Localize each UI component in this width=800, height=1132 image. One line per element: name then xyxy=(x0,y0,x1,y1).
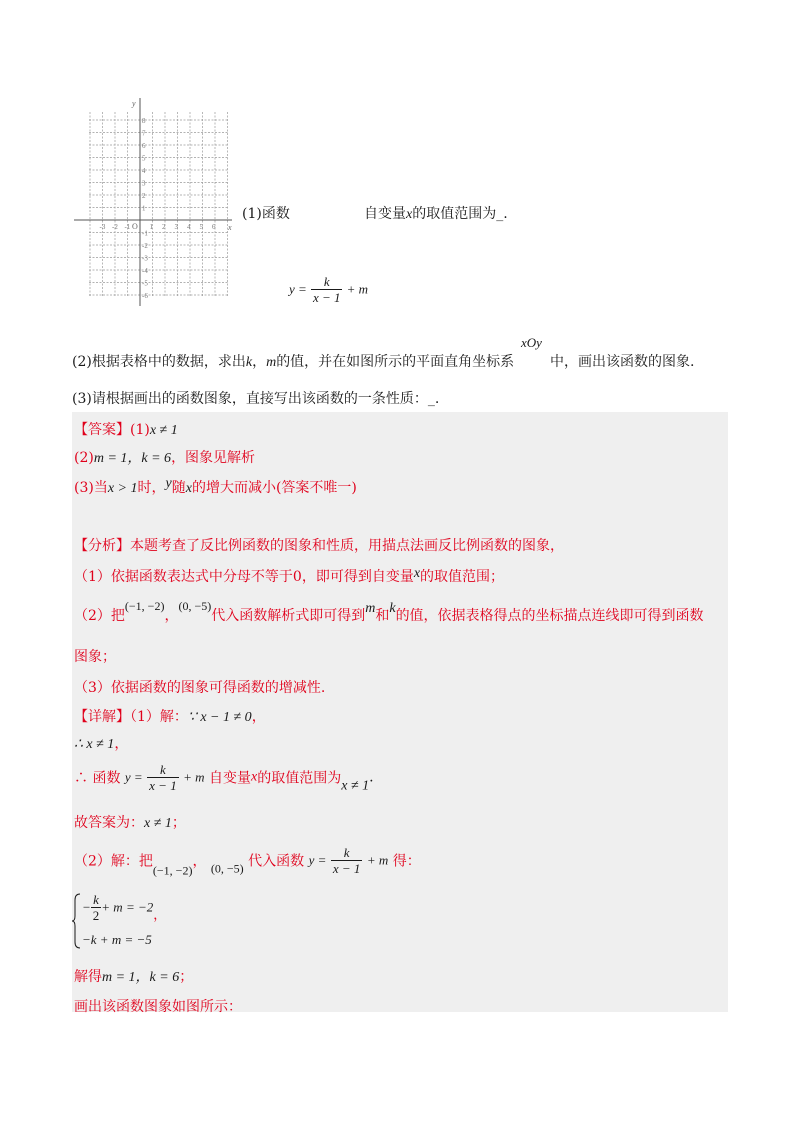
y-axis-label: y xyxy=(132,99,136,108)
part1-var: x xyxy=(406,207,413,222)
answer1-math: x ≠ 1 xyxy=(149,423,178,438)
answer2-math: m = 1，k = 6 xyxy=(93,451,172,466)
x-tick-label: -1 xyxy=(124,223,131,231)
detail6-end: ； xyxy=(179,969,194,985)
analysis2-k: k xyxy=(389,601,396,616)
analysis2-b: 代入函数解析式即可得到 xyxy=(211,608,366,624)
answer3-mid: 时， xyxy=(137,480,166,496)
formula-numerator: k xyxy=(323,274,330,289)
detail3-b: 自变量 xyxy=(209,770,252,787)
x-tick-label: 6 xyxy=(212,223,216,231)
y-tick-label: 6 xyxy=(142,142,146,150)
x-tick-label: 4 xyxy=(187,223,191,231)
part3-line: (3)请根据画出的函数图象，直接写出该函数的一条性质：_. xyxy=(72,391,440,407)
part2-k: k xyxy=(245,355,253,370)
part1-line xyxy=(242,203,290,223)
y-tick-label: -3 xyxy=(142,254,148,263)
x-tick-label: 2 xyxy=(162,223,166,231)
analysis-text: 本题考查了反比例函数的图象和性质，用描点法画反比例函数的图象， xyxy=(130,538,564,554)
part1-prefix: (1)函数 xyxy=(242,206,290,222)
detail-step3 xyxy=(74,762,374,795)
detail3-denominator: x − 1 xyxy=(149,778,177,793)
detail-step5 xyxy=(74,845,421,879)
detail-step6 xyxy=(74,966,193,986)
formula-fraction xyxy=(311,274,343,305)
detail4-a: 故答案为： xyxy=(74,815,144,831)
formula-lhs: y = xyxy=(289,281,307,297)
x-tick-label: 1 xyxy=(149,223,153,231)
analysis1-x: x xyxy=(413,566,421,581)
analysis2-and: 和 xyxy=(375,608,390,624)
part2-text-a: (2)根据表格中的数据，求出 xyxy=(72,354,246,370)
x-tick-label: -2 xyxy=(112,223,118,231)
y-tick-label: -4 xyxy=(142,267,148,275)
analysis2-comma: ， xyxy=(164,608,179,624)
detail2-math: ∴ x ≠ 1 xyxy=(74,737,115,752)
eq1-tail: + m = −2 xyxy=(101,899,154,915)
analysis2-c: 的值，依据表格得点的坐标描点连线即可得到函数 xyxy=(395,608,704,624)
x-axis-label: x xyxy=(228,223,232,232)
detail3-end: . xyxy=(369,769,374,786)
formula-denominator: x − 1 xyxy=(312,290,341,305)
part1-suffix: 自变量 xyxy=(364,206,406,222)
y-tick-label: 7 xyxy=(142,129,146,138)
answer-line1 xyxy=(74,419,178,439)
y-tick-label: 4 xyxy=(142,167,146,175)
analysis2-m: m xyxy=(365,601,376,616)
x-tick-label: -3 xyxy=(99,223,106,231)
grid-lines xyxy=(89,112,228,296)
answer2-suffix: ，图象见解析 xyxy=(171,450,256,466)
part2-line xyxy=(72,351,514,371)
detail-step1 xyxy=(74,706,266,726)
eq1-denominator: 2 xyxy=(92,908,100,923)
x-tick-label: 5 xyxy=(199,223,203,231)
part2-m: m xyxy=(266,355,277,370)
answer3-math: x > 1 xyxy=(107,481,138,496)
coordinate-grid-figure xyxy=(74,96,234,308)
detail6-math: m = 1，k = 6 xyxy=(102,970,180,985)
function-formula xyxy=(289,274,368,305)
analysis-item2 xyxy=(74,599,704,625)
y-tick-label: 2 xyxy=(142,192,146,200)
detail-tag: 【详解】 xyxy=(74,709,130,725)
answer-line2 xyxy=(74,447,255,467)
detail5-numerator: k xyxy=(343,845,350,860)
analysis-item1 xyxy=(74,566,504,586)
analysis2-point2: (0, −5) xyxy=(178,599,212,613)
analysis-item3: （3）依据函数的图象可得函数的增减性. xyxy=(74,680,326,696)
y-tick-label: 1 xyxy=(142,204,146,213)
answer3-suffix: 的增大而减小(答案不唯一) xyxy=(191,480,357,496)
part2-text-b: 的值，并在如图所示的平面直角坐标系 xyxy=(276,354,515,370)
origin-label: O xyxy=(132,222,138,231)
y-tick-label: 5 xyxy=(142,154,146,163)
detail5-denominator: x − 1 xyxy=(332,861,361,876)
analysis-item2-cont: 图象； xyxy=(74,649,116,665)
detail3-c: 的取值范围为 xyxy=(257,770,342,787)
detail3-math: x ≠ 1 xyxy=(341,778,370,794)
part2-end: 中，画出该函数的图象. xyxy=(550,354,695,370)
answer-tag: 【答案】 xyxy=(74,422,130,438)
detail-step7: 画出该函数图象如图所示： xyxy=(74,999,242,1015)
detail-step4 xyxy=(74,812,186,832)
detail5-a: （2）解：把 xyxy=(74,853,153,870)
y-tick-labels xyxy=(142,117,148,300)
detail5-comma: ， xyxy=(192,853,207,870)
part1-tail: 的取值范围为_. xyxy=(412,206,508,222)
y-tick-label: 8 xyxy=(142,117,146,125)
detail6-a: 解得 xyxy=(74,969,102,985)
eq1-fraction xyxy=(91,892,102,923)
detail-step2 xyxy=(74,733,128,753)
detail3-x: x xyxy=(251,769,258,785)
detail5-c: 得： xyxy=(392,853,421,870)
eq1-end: ， xyxy=(153,908,167,923)
answer-line3 xyxy=(74,477,357,497)
analysis-line xyxy=(74,535,564,555)
detail3-formula-lhs: y = xyxy=(124,769,143,785)
eq1-minus: − xyxy=(82,899,91,915)
analysis-tag: 【分析】 xyxy=(74,538,130,554)
part2-sep: ， xyxy=(252,354,267,370)
answer3-mid2: 随 xyxy=(171,480,186,496)
analysis1-b: 的取值范围； xyxy=(420,569,505,585)
detail3-numerator: k xyxy=(160,762,166,777)
answer1-prefix: (1) xyxy=(130,422,150,438)
detail5-formula-rhs: + m xyxy=(366,852,389,868)
y-tick-label: -6 xyxy=(142,292,148,300)
part1-range-text xyxy=(364,203,508,223)
x-tick-label: 3 xyxy=(174,223,178,231)
analysis2-point1: (−1, −2) xyxy=(124,599,165,613)
detail1-end: ， xyxy=(251,709,266,725)
answer3-x: x xyxy=(185,481,192,496)
system-brace-icon xyxy=(72,892,82,950)
detail5-point1: (−1, −2) xyxy=(152,863,193,878)
answer3-y: y xyxy=(165,476,172,491)
detail5-formula-lhs: y = xyxy=(308,852,327,868)
detail4-end: ； xyxy=(171,815,186,831)
detail2-end: ， xyxy=(114,736,129,752)
system-eq1 xyxy=(82,892,166,923)
eq1-numerator: k xyxy=(93,892,99,907)
x-tick-labels xyxy=(100,223,217,231)
detail3-a: ∴ 函数 xyxy=(74,770,121,787)
detail3-fraction xyxy=(147,762,179,793)
system-eq2: −k + m = −5 xyxy=(82,932,152,947)
analysis1-a: （1）依据函数表达式中分母不等于0，即可得到自变量 xyxy=(74,569,414,585)
analysis2-a: （2）把 xyxy=(74,608,125,624)
y-tick-label: -2 xyxy=(142,242,148,250)
y-tick-label: -1 xyxy=(142,229,148,238)
detail5-b: 代入函数 xyxy=(248,853,305,870)
detail5-point2: (0, −5) xyxy=(210,861,244,876)
y-tick-label: 3 xyxy=(142,179,146,188)
answer3-prefix: (3)当 xyxy=(74,480,108,496)
detail3-formula-rhs: + m xyxy=(183,769,205,785)
detail1-math: ∵ x − 1 ≠ 0 xyxy=(187,710,252,725)
detail5-fraction xyxy=(331,845,363,876)
y-tick-label: -5 xyxy=(142,279,148,288)
answer2-prefix: (2) xyxy=(74,450,94,466)
detail1-a: （1）解： xyxy=(130,709,188,725)
formula-rhs: + m xyxy=(346,281,369,297)
xoy-label: xOy xyxy=(521,335,542,350)
detail4-math: x ≠ 1 xyxy=(144,816,172,831)
